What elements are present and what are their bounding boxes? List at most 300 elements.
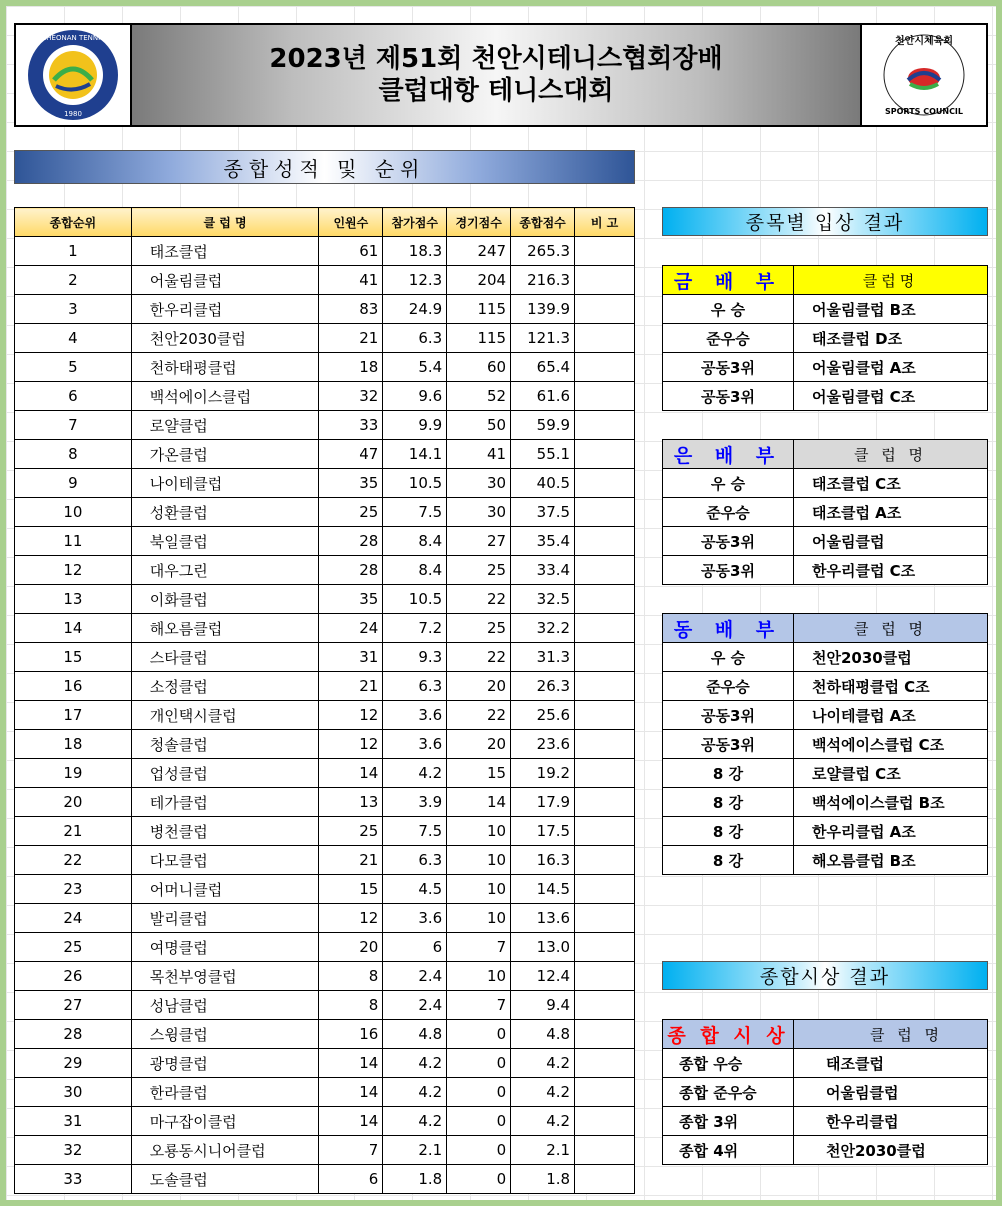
place-cell: 종합 준우승 [663, 1078, 794, 1107]
bronze-division-title: 동 배 부 [663, 614, 794, 643]
list-item [663, 730, 988, 759]
table-row [15, 933, 635, 962]
total-score-cell: 26.3 [511, 672, 575, 701]
rank-cell: 6 [15, 382, 132, 411]
winning-club-cell: 해오름클럽 B조 [794, 846, 988, 875]
table-row [15, 759, 635, 788]
club-name-cell: 대우그린 [131, 556, 319, 585]
total-score-cell: 32.2 [511, 614, 575, 643]
note-cell [575, 237, 635, 266]
list-item [663, 759, 988, 788]
rank-cell: 2 [15, 266, 132, 295]
club-name-cell: 한라클럽 [131, 1078, 319, 1107]
match-score-cell: 20 [447, 672, 511, 701]
table-row [15, 266, 635, 295]
table-row [15, 817, 635, 846]
list-item [663, 1049, 988, 1078]
winning-club-cell: 한우리클럽 C조 [794, 556, 988, 585]
total-score-cell: 55.1 [511, 440, 575, 469]
table-row [15, 585, 635, 614]
note-cell [575, 324, 635, 353]
match-score-cell: 10 [447, 846, 511, 875]
total-score-cell: 31.3 [511, 643, 575, 672]
table-row [15, 411, 635, 440]
note-cell [575, 962, 635, 991]
note-cell [575, 1020, 635, 1049]
members-cell: 35 [319, 585, 383, 614]
total-score-cell: 265.3 [511, 237, 575, 266]
members-cell: 21 [319, 672, 383, 701]
match-score-cell: 0 [447, 1049, 511, 1078]
participation-score-cell: 6 [383, 933, 447, 962]
members-cell: 32 [319, 382, 383, 411]
list-item [663, 701, 988, 730]
winning-club-cell: 로얄클럽 C조 [794, 759, 988, 788]
rank-cell: 15 [15, 643, 132, 672]
members-cell: 14 [319, 1078, 383, 1107]
place-cell: 우 승 [663, 295, 794, 324]
rank-cell: 12 [15, 556, 132, 585]
participation-score-cell: 9.6 [383, 382, 447, 411]
place-cell: 종합 3위 [663, 1107, 794, 1136]
list-item [663, 1136, 988, 1165]
note-cell [575, 266, 635, 295]
rank-cell: 26 [15, 962, 132, 991]
table-row [15, 846, 635, 875]
overall-section-banner: 종합시상 결과 [662, 961, 988, 990]
total-score-cell: 4.2 [511, 1078, 575, 1107]
winning-club-cell: 천안2030클럽 [794, 643, 988, 672]
list-item [663, 1107, 988, 1136]
rank-cell: 23 [15, 875, 132, 904]
place-cell: 준우승 [663, 498, 794, 527]
rank-cell: 18 [15, 730, 132, 759]
rank-cell: 27 [15, 991, 132, 1020]
match-score-cell: 27 [447, 527, 511, 556]
match-score-cell: 30 [447, 498, 511, 527]
members-cell: 8 [319, 991, 383, 1020]
members-cell: 35 [319, 469, 383, 498]
total-score-cell: 139.9 [511, 295, 575, 324]
club-name-cell: 해오름클럽 [131, 614, 319, 643]
note-cell [575, 643, 635, 672]
match-score-cell: 0 [447, 1165, 511, 1194]
members-cell: 6 [319, 1165, 383, 1194]
total-score-cell: 121.3 [511, 324, 575, 353]
participation-score-cell: 3.6 [383, 730, 447, 759]
place-cell: 8 강 [663, 846, 794, 875]
column-header-rank: 종합순위 [15, 208, 132, 237]
table-row [15, 788, 635, 817]
place-cell: 우 승 [663, 643, 794, 672]
match-score-cell: 25 [447, 614, 511, 643]
overall-award-table [662, 1019, 988, 1165]
participation-score-cell: 12.3 [383, 266, 447, 295]
rank-cell: 13 [15, 585, 132, 614]
rank-cell: 21 [15, 817, 132, 846]
members-cell: 61 [319, 237, 383, 266]
total-score-cell: 17.5 [511, 817, 575, 846]
rank-cell: 32 [15, 1136, 132, 1165]
note-cell [575, 469, 635, 498]
total-score-cell: 61.6 [511, 382, 575, 411]
place-cell: 공동3위 [663, 556, 794, 585]
svg-text:CHEONAN TENNIS: CHEONAN TENNIS [41, 34, 105, 42]
total-score-cell: 37.5 [511, 498, 575, 527]
match-score-cell: 10 [447, 962, 511, 991]
svg-text:SPORTS COUNCIL: SPORTS COUNCIL [884, 107, 964, 116]
rank-cell: 29 [15, 1049, 132, 1078]
spreadsheet-page [6, 6, 996, 1200]
silver-division-title: 은 배 부 [663, 440, 794, 469]
table-row [15, 672, 635, 701]
club-name-cell: 한우리클럽 [131, 295, 319, 324]
members-cell: 8 [319, 962, 383, 991]
tennis-association-logo [16, 25, 132, 125]
match-score-cell: 15 [447, 759, 511, 788]
silver-club-header: 클 럽 명 [794, 440, 988, 469]
total-score-cell: 33.4 [511, 556, 575, 585]
list-item [663, 469, 988, 498]
members-cell: 16 [319, 1020, 383, 1049]
table-row [15, 527, 635, 556]
participation-score-cell: 10.5 [383, 585, 447, 614]
table-row [15, 991, 635, 1020]
rank-cell: 22 [15, 846, 132, 875]
table-row [15, 440, 635, 469]
match-score-cell: 10 [447, 904, 511, 933]
summary-section-banner: 종합성적 및 순위 [14, 150, 635, 184]
members-cell: 14 [319, 759, 383, 788]
rank-cell: 16 [15, 672, 132, 701]
overall-award-header [663, 1020, 988, 1049]
participation-score-cell: 1.8 [383, 1165, 447, 1194]
table-row [15, 701, 635, 730]
svg-text:천안시체육회: 천안시체육회 [895, 36, 953, 47]
table-row [15, 614, 635, 643]
participation-score-cell: 4.8 [383, 1020, 447, 1049]
club-name-cell: 목천부영클럽 [131, 962, 319, 991]
overall-award-title: 종 합 시 상 [663, 1020, 794, 1049]
participation-score-cell: 6.3 [383, 846, 447, 875]
match-score-cell: 50 [447, 411, 511, 440]
table-row [15, 353, 635, 382]
gold-club-header: 클럽명 [794, 266, 988, 295]
place-cell: 8 강 [663, 788, 794, 817]
members-cell: 15 [319, 875, 383, 904]
participation-score-cell: 5.4 [383, 353, 447, 382]
note-cell [575, 991, 635, 1020]
rank-cell: 25 [15, 933, 132, 962]
rank-cell: 11 [15, 527, 132, 556]
club-name-cell: 발리클럽 [131, 904, 319, 933]
participation-score-cell: 3.6 [383, 701, 447, 730]
total-score-cell: 13.6 [511, 904, 575, 933]
members-cell: 14 [319, 1107, 383, 1136]
club-name-cell: 성남클럽 [131, 991, 319, 1020]
members-cell: 28 [319, 556, 383, 585]
title-line-2: 클럽대항 테니스대회 [378, 76, 614, 106]
participation-score-cell: 18.3 [383, 237, 447, 266]
match-score-cell: 41 [447, 440, 511, 469]
winning-club-cell: 태조클럽 C조 [794, 469, 988, 498]
winning-club-cell: 어울림클럽 [794, 1078, 988, 1107]
match-score-cell: 115 [447, 324, 511, 353]
winning-club-cell: 백석에이스클럽 B조 [794, 788, 988, 817]
place-cell: 공동3위 [663, 701, 794, 730]
members-cell: 21 [319, 324, 383, 353]
note-cell [575, 1165, 635, 1194]
total-score-cell: 17.9 [511, 788, 575, 817]
note-cell [575, 1078, 635, 1107]
list-item [663, 643, 988, 672]
total-score-cell: 4.2 [511, 1107, 575, 1136]
club-name-cell: 다모클럽 [131, 846, 319, 875]
members-cell: 25 [319, 498, 383, 527]
column-header-club: 클 럽 명 [131, 208, 319, 237]
members-cell: 14 [319, 1049, 383, 1078]
match-score-cell: 22 [447, 643, 511, 672]
rank-cell: 19 [15, 759, 132, 788]
rank-cell: 30 [15, 1078, 132, 1107]
ranking-table-body [15, 237, 635, 1194]
place-cell: 준우승 [663, 672, 794, 701]
note-cell [575, 759, 635, 788]
club-name-cell: 천하태평클럽 [131, 353, 319, 382]
club-name-cell: 성환클럽 [131, 498, 319, 527]
members-cell: 83 [319, 295, 383, 324]
participation-score-cell: 4.2 [383, 1078, 447, 1107]
members-cell: 20 [319, 933, 383, 962]
participation-score-cell: 4.5 [383, 875, 447, 904]
gold-division-header [663, 266, 988, 295]
rank-cell: 17 [15, 701, 132, 730]
club-name-cell: 천안2030클럽 [131, 324, 319, 353]
total-score-cell: 40.5 [511, 469, 575, 498]
club-name-cell: 스타클럽 [131, 643, 319, 672]
members-cell: 12 [319, 904, 383, 933]
note-cell [575, 788, 635, 817]
participation-score-cell: 2.1 [383, 1136, 447, 1165]
rank-cell: 8 [15, 440, 132, 469]
match-score-cell: 115 [447, 295, 511, 324]
winning-club-cell: 태조클럽 A조 [794, 498, 988, 527]
title-banner [14, 23, 988, 127]
club-name-cell: 어울림클럽 [131, 266, 319, 295]
club-name-cell: 가온클럽 [131, 440, 319, 469]
participation-score-cell: 9.3 [383, 643, 447, 672]
note-cell [575, 933, 635, 962]
gold-division-table [662, 265, 988, 411]
match-score-cell: 25 [447, 556, 511, 585]
club-name-cell: 태조클럽 [131, 237, 319, 266]
note-cell [575, 527, 635, 556]
club-name-cell: 나이테클럽 [131, 469, 319, 498]
table-row [15, 324, 635, 353]
winning-club-cell: 천안2030클럽 [794, 1136, 988, 1165]
club-name-cell: 청솔클럽 [131, 730, 319, 759]
winning-club-cell: 어울림클럽 A조 [794, 353, 988, 382]
match-score-cell: 0 [447, 1136, 511, 1165]
club-name-cell: 도솔클럽 [131, 1165, 319, 1194]
match-score-cell: 247 [447, 237, 511, 266]
list-item [663, 382, 988, 411]
table-row [15, 1049, 635, 1078]
club-name-cell: 이화클럽 [131, 585, 319, 614]
members-cell: 41 [319, 266, 383, 295]
place-cell: 공동3위 [663, 382, 794, 411]
table-row [15, 904, 635, 933]
table-row [15, 875, 635, 904]
participation-score-cell: 3.9 [383, 788, 447, 817]
rank-cell: 10 [15, 498, 132, 527]
award-section-banner: 종목별 입상 결과 [662, 207, 988, 236]
club-name-cell: 백석에이스클럽 [131, 382, 319, 411]
overall-club-header: 클 럽 명 [794, 1020, 988, 1049]
place-cell: 우 승 [663, 469, 794, 498]
total-score-cell: 4.2 [511, 1049, 575, 1078]
match-score-cell: 0 [447, 1020, 511, 1049]
ranking-table [14, 207, 635, 1194]
total-score-cell: 216.3 [511, 266, 575, 295]
participation-score-cell: 2.4 [383, 962, 447, 991]
winning-club-cell: 백석에이스클럽 C조 [794, 730, 988, 759]
club-name-cell: 마구잡이클럽 [131, 1107, 319, 1136]
winning-club-cell: 한우리클럽 [794, 1107, 988, 1136]
note-cell [575, 1049, 635, 1078]
members-cell: 47 [319, 440, 383, 469]
place-cell: 종합 4위 [663, 1136, 794, 1165]
list-item [663, 498, 988, 527]
members-cell: 7 [319, 1136, 383, 1165]
total-score-cell: 4.8 [511, 1020, 575, 1049]
rank-cell: 24 [15, 904, 132, 933]
participation-score-cell: 7.2 [383, 614, 447, 643]
list-item [663, 672, 988, 701]
list-item [663, 353, 988, 382]
column-header-participation: 참가점수 [383, 208, 447, 237]
table-row [15, 1020, 635, 1049]
table-row [15, 962, 635, 991]
note-cell [575, 353, 635, 382]
total-score-cell: 14.5 [511, 875, 575, 904]
members-cell: 18 [319, 353, 383, 382]
ranking-table-header [15, 208, 635, 237]
rank-cell: 14 [15, 614, 132, 643]
club-name-cell: 병천클럽 [131, 817, 319, 846]
note-cell [575, 1107, 635, 1136]
members-cell: 12 [319, 701, 383, 730]
match-score-cell: 10 [447, 875, 511, 904]
participation-score-cell: 7.5 [383, 498, 447, 527]
table-row [15, 1165, 635, 1194]
participation-score-cell: 8.4 [383, 527, 447, 556]
note-cell [575, 382, 635, 411]
club-name-cell: 소정클럽 [131, 672, 319, 701]
column-header-total: 종합점수 [511, 208, 575, 237]
match-score-cell: 20 [447, 730, 511, 759]
match-score-cell: 0 [447, 1078, 511, 1107]
club-name-cell: 로얄클럽 [131, 411, 319, 440]
participation-score-cell: 4.2 [383, 1107, 447, 1136]
table-row [15, 730, 635, 759]
match-score-cell: 30 [447, 469, 511, 498]
bronze-division-table [662, 613, 988, 875]
total-score-cell: 65.4 [511, 353, 575, 382]
list-item [663, 295, 988, 324]
list-item [663, 817, 988, 846]
total-score-cell: 32.5 [511, 585, 575, 614]
place-cell: 공동3위 [663, 353, 794, 382]
total-score-cell: 16.3 [511, 846, 575, 875]
members-cell: 13 [319, 788, 383, 817]
members-cell: 33 [319, 411, 383, 440]
note-cell [575, 585, 635, 614]
rank-cell: 20 [15, 788, 132, 817]
match-score-cell: 7 [447, 991, 511, 1020]
match-score-cell: 52 [447, 382, 511, 411]
svg-text:1980: 1980 [64, 110, 82, 118]
sports-council-logo [860, 25, 986, 125]
place-cell: 8 강 [663, 817, 794, 846]
sports-council-emblem-icon [874, 28, 974, 122]
participation-score-cell: 6.3 [383, 672, 447, 701]
total-score-cell: 19.2 [511, 759, 575, 788]
members-cell: 12 [319, 730, 383, 759]
winning-club-cell: 태조클럽 D조 [794, 324, 988, 353]
note-cell [575, 672, 635, 701]
participation-score-cell: 9.9 [383, 411, 447, 440]
participation-score-cell: 24.9 [383, 295, 447, 324]
table-row [15, 1078, 635, 1107]
club-name-cell: 오룡동시니어클럽 [131, 1136, 319, 1165]
members-cell: 24 [319, 614, 383, 643]
match-score-cell: 204 [447, 266, 511, 295]
winning-club-cell: 어울림클럽 B조 [794, 295, 988, 324]
note-cell [575, 904, 635, 933]
rank-cell: 4 [15, 324, 132, 353]
club-name-cell: 테가클럽 [131, 788, 319, 817]
total-score-cell: 9.4 [511, 991, 575, 1020]
winning-club-cell: 태조클럽 [794, 1049, 988, 1078]
members-cell: 28 [319, 527, 383, 556]
silver-division-header [663, 440, 988, 469]
club-name-cell: 개인택시클럽 [131, 701, 319, 730]
title-line-1: 2023년 제51회 천안시테니스협회장배 [269, 44, 723, 74]
match-score-cell: 60 [447, 353, 511, 382]
total-score-cell: 25.6 [511, 701, 575, 730]
table-row [15, 556, 635, 585]
winning-club-cell: 어울림클럽 [794, 527, 988, 556]
participation-score-cell: 4.2 [383, 1049, 447, 1078]
rank-cell: 31 [15, 1107, 132, 1136]
table-row [15, 498, 635, 527]
participation-score-cell: 8.4 [383, 556, 447, 585]
match-score-cell: 22 [447, 585, 511, 614]
total-score-cell: 13.0 [511, 933, 575, 962]
rank-cell: 9 [15, 469, 132, 498]
bronze-division-header [663, 614, 988, 643]
list-item [663, 527, 988, 556]
club-name-cell: 스윙클럽 [131, 1020, 319, 1049]
note-cell [575, 440, 635, 469]
column-header-note: 비 고 [575, 208, 635, 237]
note-cell [575, 875, 635, 904]
tennis-association-emblem-icon [26, 28, 120, 122]
list-item [663, 846, 988, 875]
note-cell [575, 411, 635, 440]
winning-club-cell: 어울림클럽 C조 [794, 382, 988, 411]
